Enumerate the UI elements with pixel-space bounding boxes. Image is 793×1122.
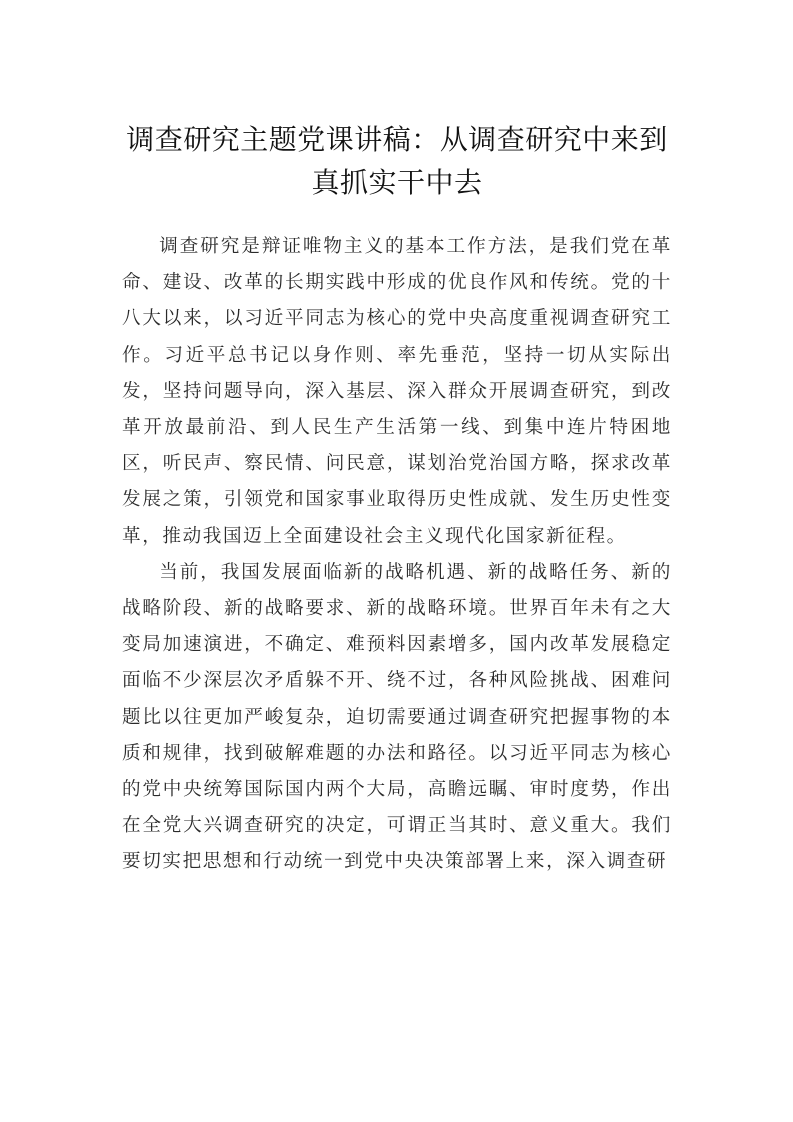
title-line-2: 真抓实干中去	[311, 166, 483, 199]
paragraph-2: 当前，我国发展面临新的战略机遇、新的战略任务、新的战略阶段、新的战略要求、新的战略环境。世界百年未有之大变局加速演进，不确定、难预料因素增多，国内改革发展稳定面临不少深层次矛盾躲不开、绕不过，各种风险挑战、困难问题比以往更加严峻复杂，迫切需要通过调查研究把握事物的本质和规律，找到破解难题的办法和路径。以习近平同志为核心的党中央统筹国际国内两个大局，高瞻远瞩、审时度势，作出在全党大兴调查研究的决定，可谓正当其时、意义重大。我们要切实把思想和行动统一到党中央决策部署上来，深入调查研	[122, 561, 672, 873]
document-page	[122, 118, 672, 881]
paragraph-1: 调查研究是辩证唯物主义的基本工作方法，是我们党在革命、建设、改革的长期实践中形成的优良作风和传统。党的十八大以来，以习近平同志为核心的党中央高度重视调查研究工作。习近平总书记以身作则、率先垂范，坚持一切从实际出发，坚持问题导向，深入基层、深入群众开展调查研究，到改革开放最前沿、到人民生产生活第一线、到集中连片特困地区，听民声、察民情、问民意，谋划治党治国方略，探求改革发展之策，引领党和国家事业取得历史性成就、发生历史性变革，推动我国迈上全面建设社会主义现代化国家新征程。	[122, 236, 672, 547]
document-body	[122, 229, 672, 881]
title-line-1: 调查研究主题党课讲稿：从调查研究中来到	[126, 123, 668, 156]
document-title	[122, 118, 672, 204]
